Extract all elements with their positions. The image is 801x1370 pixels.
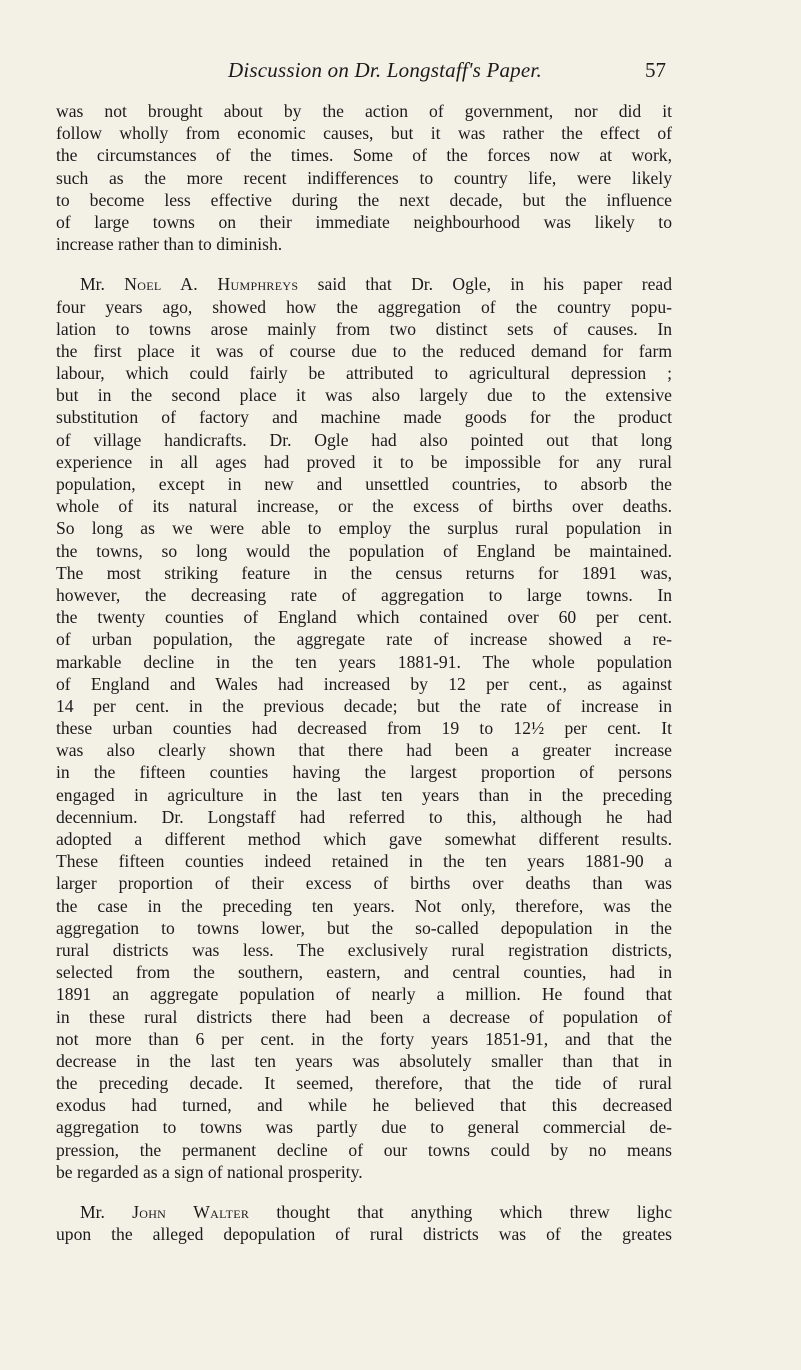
running-title: Discussion on Dr. Longstaff's Paper.	[228, 58, 542, 82]
paragraph-walter	[56, 1201, 672, 1245]
text-line: aggregation to towns was partly due to general commercial de-	[56, 1117, 672, 1138]
text-line: of village handicrafts. Dr. Ogle had also pointed out that long	[56, 429, 672, 450]
text-line: So long as we were able to employ the surplus rural population in	[56, 518, 672, 539]
text-line: whole of its natural increase, or the excess of births over deaths.	[56, 496, 672, 517]
text-line: to become less effective during the next decade, but the influence	[56, 189, 672, 210]
text-line: such as the more recent indifferences to country life, were likely	[56, 167, 672, 188]
text-line: was not brought about by the action of government, nor did it	[56, 101, 672, 121]
text-line: in the fifteen counties having the largest proportion of persons	[56, 762, 672, 783]
speaker-name: John Walter	[132, 1202, 250, 1222]
text-line: larger proportion of their excess of births over deaths than was	[56, 873, 672, 894]
text-line: four years ago, showed how the aggregation of the country popu-	[56, 296, 672, 317]
text-line: substitution of factory and machine made goods for the product	[56, 407, 672, 428]
text-line: These fifteen counties indeed retained in the ten years 1881-90 a	[56, 851, 672, 872]
paragraph-continuation	[56, 100, 672, 255]
text-column	[56, 100, 672, 1245]
text-line: aggregation to towns lower, but the so-called depopulation in the	[56, 917, 672, 938]
text-line: rural districts was less. The exclusively rural registration districts,	[56, 939, 672, 960]
text-line: adopted a different method which gave somewhat different results.	[56, 829, 672, 849]
text-line: upon the alleged depopulation of rural districts was of the greates	[56, 1224, 672, 1245]
text-line: the towns, so long would the population of England be maintained.	[56, 540, 672, 561]
text-line: 1891 an aggregate population of nearly a million. He found that	[56, 984, 672, 1005]
text-line: selected from the southern, eastern, and central counties, had in	[56, 962, 672, 983]
text-line: markable decline in the ten years 1881-91. The whole population	[56, 651, 672, 672]
paragraph-first-line	[56, 1201, 672, 1223]
text-line: be regarded as a sign of national prosperity.	[56, 1161, 363, 1182]
text-line: the circumstances of the times. Some of the forces now at work,	[56, 145, 672, 166]
text-line: not more than 6 per cent. in the forty years 1851-91, and that the	[56, 1028, 672, 1049]
text-line: in these rural districts there had been a decrease of population of	[56, 1006, 672, 1027]
text-line: 14 per cent. in the previous decade; but the rate of increase in	[56, 695, 672, 716]
text-line: lation to towns arose mainly from two distinct sets of causes. In	[56, 318, 672, 339]
text-line: experience in all ages had proved it to be impossible for any rural	[56, 451, 672, 472]
text-line: of large towns on their immediate neighbourhood was likely to	[56, 211, 672, 232]
speaker-prefix: Mr.	[80, 274, 125, 295]
text-line: decrease in the last ten years was absolutely smaller than that in	[56, 1050, 672, 1071]
paragraph-humphreys	[56, 273, 672, 1183]
text-line: the case in the preceding ten years. Not only, therefore, was the	[56, 895, 672, 916]
speaker-name: Noel A. Humphreys	[124, 274, 299, 295]
text-line: but in the second place it was also largely due to the extensive	[56, 385, 672, 406]
text-line: engaged in agriculture in the last ten years than in the preceding	[56, 784, 672, 805]
text-line: of urban population, the aggregate rate of increase showed a re-	[56, 629, 672, 650]
speaker-prefix: Mr.	[80, 1202, 133, 1222]
text-line: pression, the permanent decline of our towns could by no means	[56, 1139, 672, 1160]
text-line: however, the decreasing rate of aggregation to large towns. In	[56, 584, 672, 605]
text-line: the twenty counties of England which contained over 60 per cent.	[56, 607, 672, 628]
page-number: 57	[645, 58, 666, 82]
paragraph-first-line	[56, 273, 672, 295]
text-line: the first place it was of course due to the reduced demand for farm	[56, 340, 672, 361]
running-head	[0, 58, 801, 88]
text-line: these urban counties had decreased from 19 to 12½ per cent. It	[56, 718, 672, 739]
text-line: The most striking feature in the census returns for 1891 was,	[56, 562, 672, 583]
text-line: follow wholly from economic causes, but it was rather the effect of	[56, 123, 672, 144]
text-line: population, except in new and unsettled countries, to absorb the	[56, 474, 672, 494]
text-line: was also clearly shown that there had been a greater increase	[56, 740, 672, 761]
text-line: increase rather than to diminish.	[56, 234, 283, 255]
text-line: decennium. Dr. Longstaff had referred to this, although he had	[56, 806, 672, 827]
text-line: of England and Wales had increased by 12 per cent., as against	[56, 673, 672, 694]
text-line: labour, which could fairly be attributed to agricultural depression ;	[56, 363, 672, 384]
text-line: the preceding decade. It seemed, therefore, that the tide of rural	[56, 1073, 672, 1094]
first-line-text: said that Dr. Ogle, in his paper read	[298, 274, 672, 295]
first-line-text: thought that anything which threw lighc	[249, 1202, 672, 1222]
text-line: exodus had turned, and while he believed that this decreased	[56, 1095, 672, 1116]
